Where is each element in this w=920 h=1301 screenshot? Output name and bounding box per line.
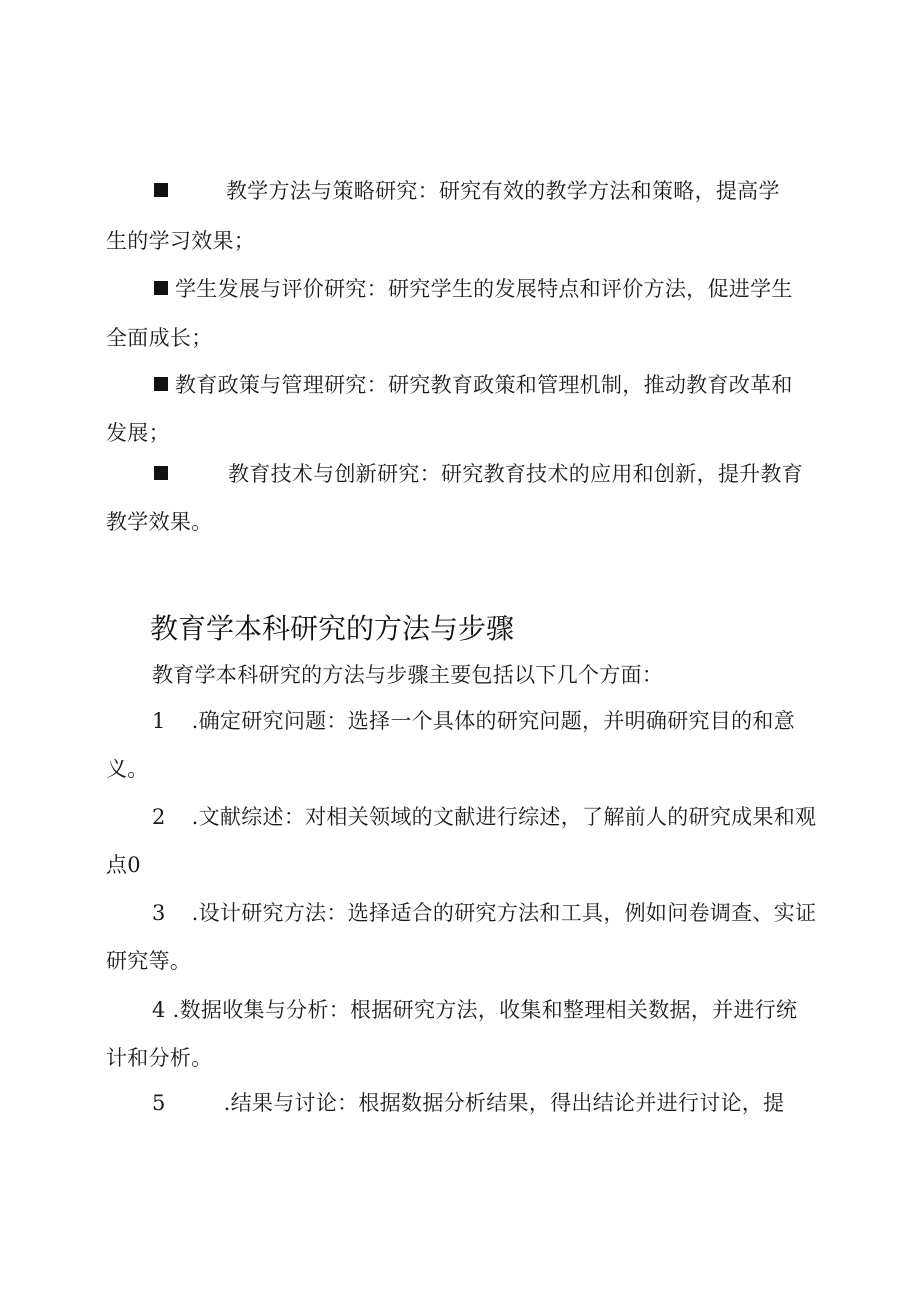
step-item-1-continuation: 义。 (106, 757, 149, 781)
bullet-item-1 (154, 176, 780, 206)
bullet-item-3-text: 教育政策与管理研究：研究教育政策和管理机制，推动教育改革和 (174, 373, 793, 397)
step-item-4 (152, 995, 797, 1025)
step-item-2-continuation: 点0 (106, 853, 141, 877)
step-item-3 (152, 898, 816, 928)
section-title: 教育学本科研究的方法与步骤 (150, 612, 515, 645)
step-text: .设计研究方法：选择适合的研究方法和工具，例如问卷调查、实证 (191, 901, 817, 925)
bullet-item-2 (154, 274, 793, 304)
bullet-item-4-text: 教育技术与创新研究：研究教育技术的应用和创新，提升教育 (227, 462, 804, 486)
step-number: 4 (152, 998, 166, 1022)
bullet-square-icon (154, 281, 168, 295)
bullet-square-icon (154, 466, 168, 480)
bullet-item-2-continuation: 全面成长； (106, 326, 213, 350)
bullet-item-1-text: 教学方法与策略研究：研究有效的教学方法和策略，提高学 (225, 179, 780, 203)
bullet-square-icon (154, 183, 168, 197)
step-item-1 (152, 706, 795, 736)
step-item-2 (152, 802, 816, 832)
step-number: 3 (152, 901, 166, 925)
step-number: 1 (152, 709, 166, 733)
step-text: .结果与讨论：根据数据分析结果，得出结论并进行讨论，提 (223, 1091, 785, 1115)
bullet-item-3-continuation: 发展； (106, 421, 170, 445)
step-item-5 (152, 1088, 784, 1118)
bullet-item-4-continuation: 教学效果。 (106, 510, 213, 534)
step-item-4-continuation: 计和分析。 (106, 1046, 213, 1070)
step-item-3-continuation: 研究等。 (106, 949, 192, 973)
section-intro: 教育学本科研究的方法与步骤主要包括以下几个方面： (152, 663, 664, 687)
step-text: .文献综述：对相关领域的文献进行综述，了解前人的研究成果和观 (191, 805, 817, 829)
bullet-item-1-continuation: 生的学习效果； (106, 229, 256, 253)
step-text: .数据收集与分析：根据研究方法，收集和整理相关数据，并进行统 (172, 998, 798, 1022)
bullet-item-3 (154, 370, 793, 400)
bullet-item-4 (154, 459, 803, 489)
bullet-item-2-text: 学生发展与评价研究：研究学生的发展特点和评价方法，促进学生 (174, 277, 793, 301)
step-text: .确定研究问题：选择一个具体的研究问题，并明确研究目的和意 (191, 709, 796, 733)
step-number: 5 (152, 1091, 166, 1115)
bullet-square-icon (154, 377, 168, 391)
step-number: 2 (152, 805, 166, 829)
